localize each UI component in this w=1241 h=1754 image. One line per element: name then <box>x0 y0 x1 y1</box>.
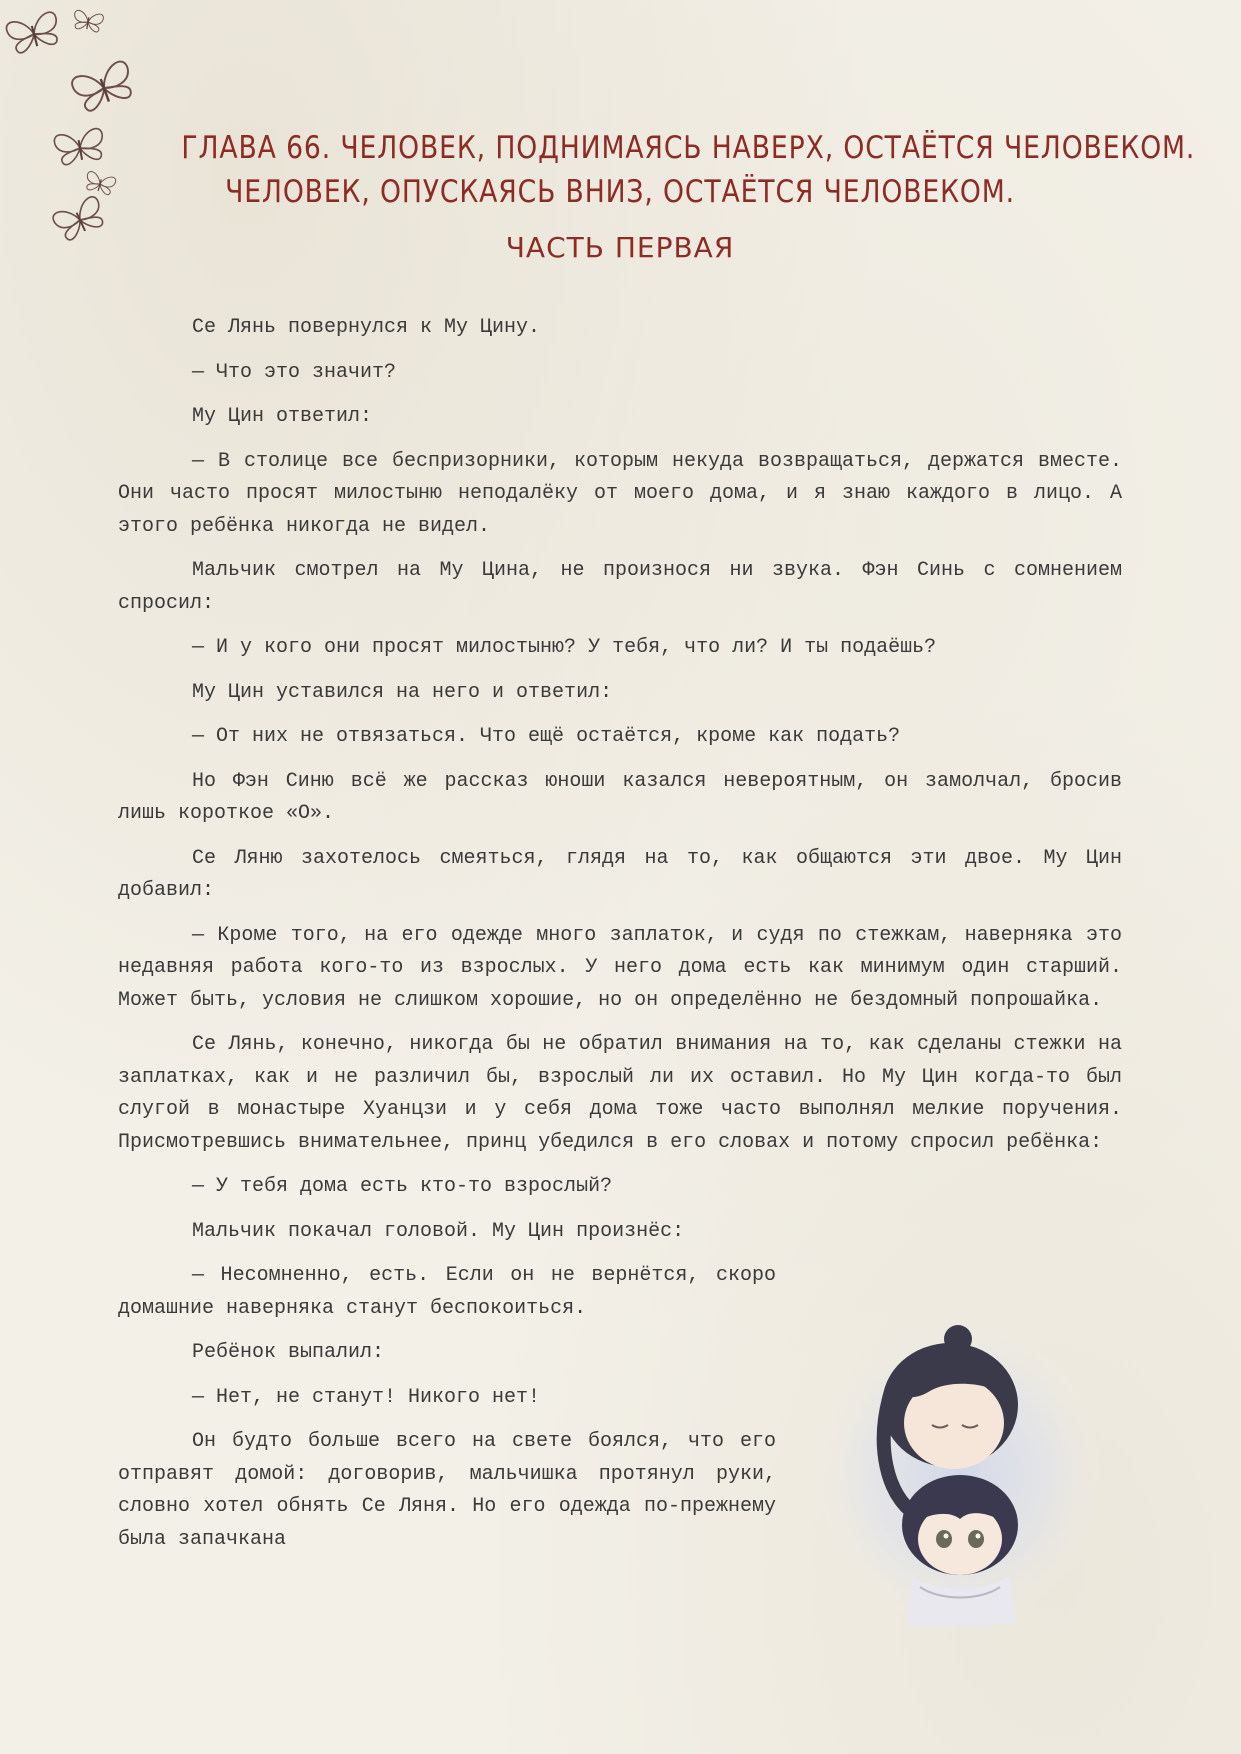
paragraph: — И у кого они просят милостыню? У тебя, что ли? И ты подаёшь? <box>192 636 937 659</box>
butterfly-icon <box>5 11 62 55</box>
butterfly-icon <box>70 60 137 114</box>
paragraph: — Несомненно, есть. Если он не вернётся, скоро домашние наверняка станут беспокоиться. <box>118 1264 776 1320</box>
chapter-title-line-2: ЧЕЛОВЕК, ОПУСКАЯСЬ ВНИЗ, ОСТАЁТСЯ ЧЕЛОВЕКОМ. <box>225 174 1015 210</box>
chapter-heading <box>110 126 1196 270</box>
paragraph: Мальчик смотрел на Му Цина, не произнося ни звука. Фэн Синь с сомнением спросил: <box>118 559 1122 615</box>
paragraph: Се Лянь повернулся к Му Цину. <box>192 316 541 339</box>
paragraph: Мальчик покачал головой. Му Цин произнёс: <box>192 1219 685 1243</box>
paragraph: — Нет, не станут! Никого нет! <box>192 1385 541 1409</box>
paragraph: — У тебя дома есть кто-то взрослый? <box>192 1175 613 1198</box>
paragraph: — От них не отвязаться. Что ещё остаётся, кроме как подать? <box>192 725 901 748</box>
paragraph: Се Лянь, конечно, никогда бы не обратил внимания на то, как сделаны стежки на заплатках, как и не различил бы, взрослый ли их оставил. Но Му Цин когда-то был слугой в монастыре Хуанцзи и у себя дома тоже часто выполнял мелкие поручения. Присмотревшись внимательнее, принц убедился в его словах и потому спросил ребёнка: <box>118 1033 1122 1154</box>
paragraph: Он будто больше всего на свете боялся, что его отправят домой: договорив, мальчишка протянул руки, словно хотел обнять Се Ляня. Но его одежда по-прежнему была запачкана <box>118 1430 776 1551</box>
chibi-hug-illustration <box>820 1325 1100 1625</box>
paragraph: — В столице все беспризорники, которым некуда возвращаться, держатся вместе. Они часто просят милостыню неподалёку от моего дома, и я знаю каждого в лицо. А этого ребёнка никогда не видел. <box>118 449 1122 538</box>
chapter-part-label: ЧАСТЬ ПЕРВАЯ <box>505 231 735 264</box>
chapter-title-line-1: ГЛАВА 66. ЧЕЛОВЕК, ПОДНИМАЯСЬ НАВЕРХ, ОСТАЁТСЯ ЧЕЛОВЕКОМ. <box>181 130 1196 166</box>
butterfly-icon <box>53 128 106 166</box>
paragraph: Ребёнок выпалил: <box>192 1341 385 1364</box>
paragraph: Се Ляню захотелось смеяться, глядя на то, как общаются эти двое. Му Цин добавил: <box>118 846 1122 902</box>
paragraph: — Что это значит? <box>192 360 397 384</box>
paragraph: Му Цин уставился на него и ответил: <box>192 680 613 704</box>
butterfly-icon <box>72 10 104 33</box>
paragraph: Му Цин ответил: <box>192 405 373 428</box>
paragraph: — Кроме того, на его одежде много заплаток, и судя по стежкам, наверняка это недавняя работа кого-то из взрослых. У него дома есть как минимум один старший. Может быть, условия не слишком хорошие, но он определённо не бездомный попрошайка. <box>118 923 1122 1012</box>
paragraph: Но Фэн Синю всё же рассказ юноши казался невероятным, он замолчал, бросив лишь короткое «О». <box>118 769 1122 825</box>
butterfly-icon <box>51 195 108 243</box>
